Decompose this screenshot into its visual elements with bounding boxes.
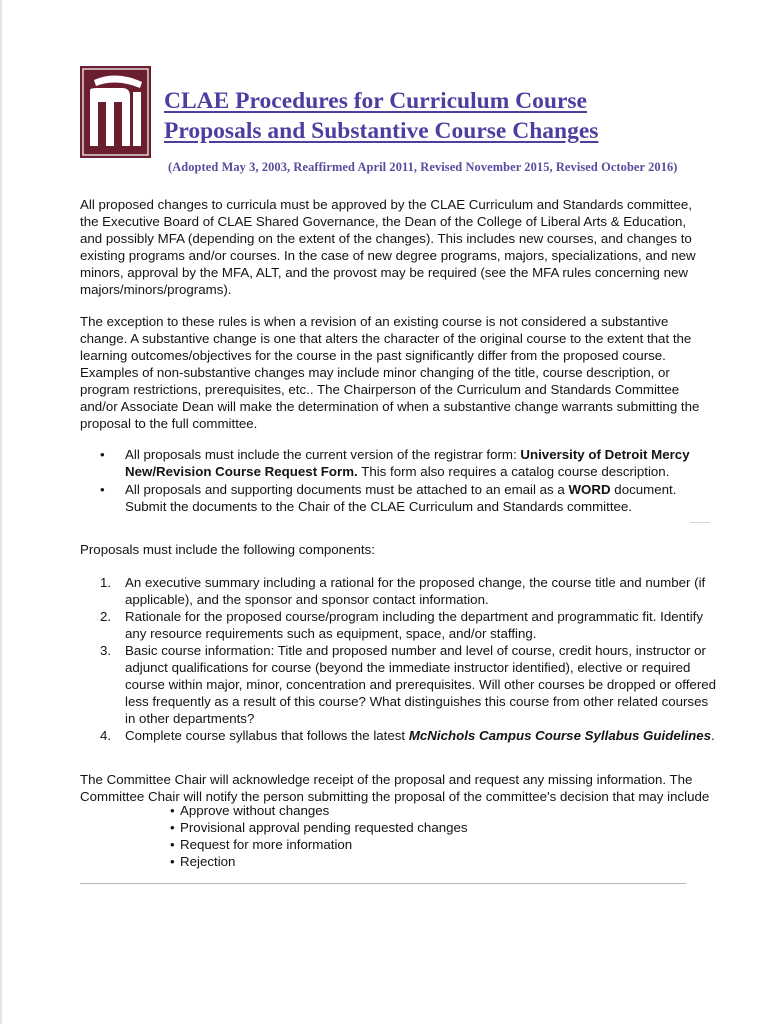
requirements-list: [80, 446, 700, 516]
list-item: • Approve without changes: [170, 803, 330, 818]
adoption-note: (Adopted May 3, 2003, Reaffirmed April 2011, Revised November 2015, Revised October 2016): [168, 160, 678, 174]
document-title: [164, 86, 724, 146]
scan-mark: [690, 522, 710, 523]
list-item: • Request for more information: [170, 837, 353, 852]
decision-options: [170, 802, 468, 870]
list-item: • Rejection: [170, 854, 236, 869]
divider-line: [80, 883, 686, 884]
bullet-icon: •: [100, 482, 105, 497]
bullet-icon: •: [100, 447, 105, 462]
list-item: 4. Complete course syllabus that follows the latest McNichols Campus Course Syllabus Guidelines.: [100, 728, 715, 743]
list-item: • All proposals and supporting documents must be attached to an email as a WORD document. Submit the documents to the Chair of the CLAE Curriculum and Standards committee.: [100, 482, 677, 514]
form-name: University of Detroit Mercy New/Revision Course Request Form.: [125, 447, 690, 479]
university-logo: [80, 66, 151, 158]
list-item: • Provisional approval pending requested changes: [170, 820, 468, 835]
guidelines-name: McNichols Campus Course Syllabus Guidelines: [408, 728, 712, 743]
components-heading: Proposals must include the following components:: [80, 542, 375, 557]
list-item: 1. An executive summary including a rational for the proposed change, the course title and number (if applicable), and the sponsor and sponsor contact information.: [100, 575, 706, 607]
list-item: 3. Basic course information: Title and proposed number and level of course, credit hours, instructor or adjunct qualifications for course (beyond the immediate instructor identified), elective or required course within major, minor, concentration and prerequisites. Will other courses be dropped or offered less frequently as a result of this course? What distinguishes this course from other related courses in other departments?: [100, 643, 717, 726]
list-item: 2. Rationale for the proposed course/program including the department and programmatic fit. Identify any resource requirements such as equipment, space, and/or staffing.: [100, 609, 703, 641]
intro-paragraph: All proposed changes to curricula must be approved by the CLAE Curriculum and Standards committee, the Executive Board of CLAE Shared Governance, the Dean of the College of Liberal Arts & Education, and possibly MFA (depending on the extent of the changes). This includes new courses, and changes to existing programs and/or courses. In the case of new degree programs, majors, specializations, and new minors, approval by the MFA, ALT, and the provost may be required (see the MFA rules concerning new majors/minors/programs).: [80, 197, 696, 297]
page-edge: [0, 0, 2, 1024]
chair-paragraph: The Committee Chair will acknowledge receipt of the proposal and request any missing information. The Committee Chair will notify the person submitting the proposal of the committee's decision that may include: [80, 772, 710, 804]
components-list: [80, 574, 720, 744]
exception-paragraph: The exception to these rules is when a revision of an existing course is not considered a substantive change. A substantive change is one that alters the character of the original course to the extent that the learning outcomes/objectives for the course in the past significantly differ from the proposed course. Examples of non-substantive changes may include minor changing of the title, course description, or program restrictions, prerequisites, etc.. The Chairperson of the Curriculum and Standards Committee and/or Associate Dean will make the determination of when a substantive change warrants submitting the proposal to the full committee.: [80, 314, 700, 431]
title-line-2: Proposals and Substantive Course Changes: [164, 118, 599, 144]
title-line-1: CLAE Procedures for Curriculum Course: [164, 88, 587, 114]
list-item: • All proposals must include the current version of the registrar form: University of Detroit Mercy New/Revision Course Request Form. This form also requires a catalog course description.: [100, 447, 690, 479]
